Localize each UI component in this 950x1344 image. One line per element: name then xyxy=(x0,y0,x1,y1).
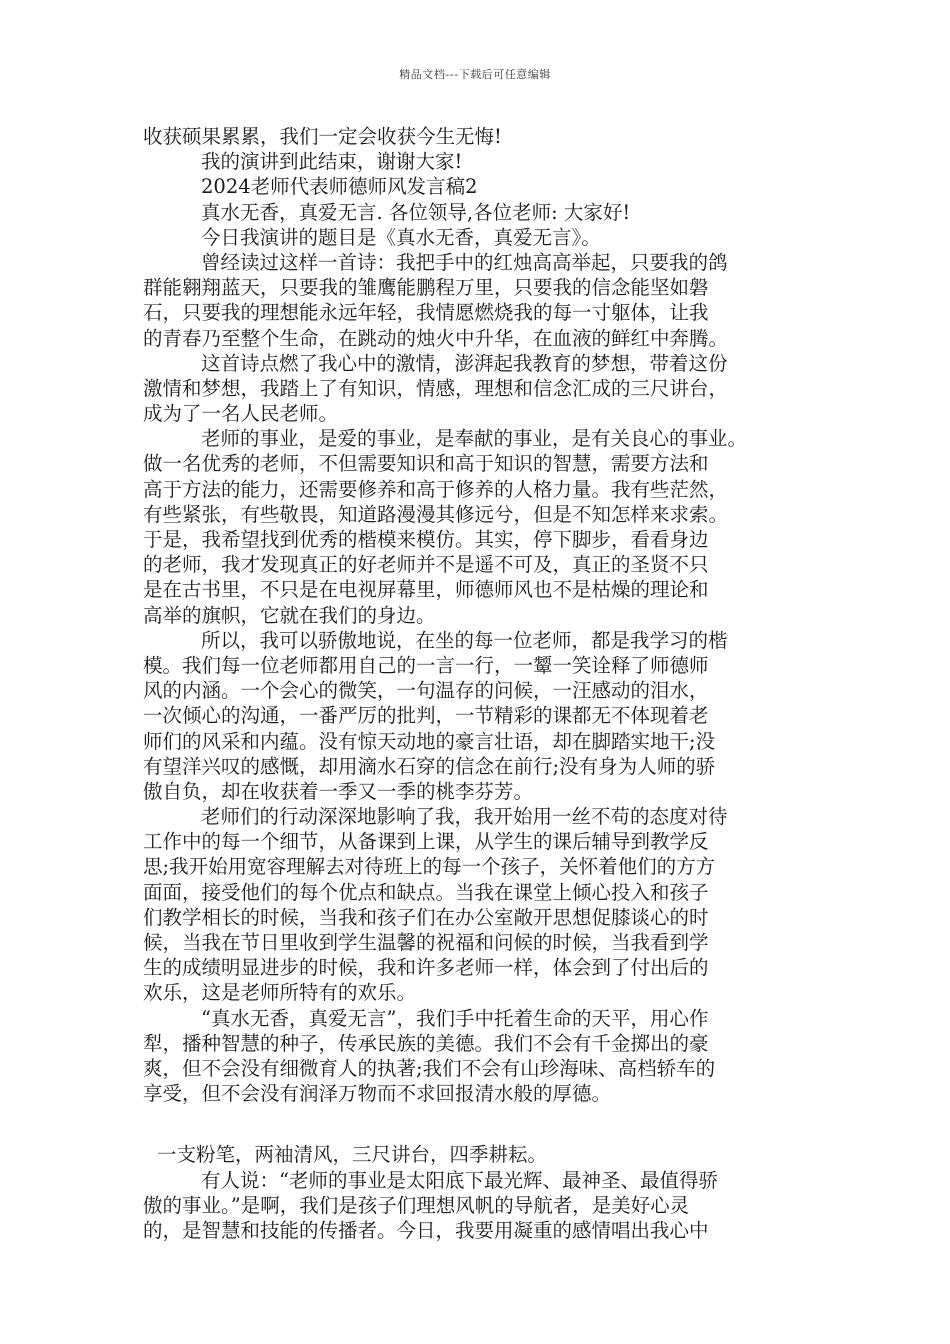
text-line: 真水无香，真爱无言. 各位领导,各位老师: 大家好! xyxy=(201,200,631,224)
text-line: 师们的风采和内蕴。没有惊天动地的豪言壮语，却在脚踏实地干;没 xyxy=(143,729,716,753)
text-line: 犁，播种智慧的种子，传承民族的美德。我们不会有千金掷出的豪 xyxy=(143,1031,709,1055)
text-line: 高举的旗帜，它就在我们的身边。 xyxy=(143,603,436,627)
text-line: 工作中的每一个细节，从备课到上课，从学生的课后辅导到教学反 xyxy=(143,830,709,854)
text-line: 有望洋兴叹的感慨，却用滴水石穿的信念在前行;没有身为人师的骄 xyxy=(143,754,716,778)
text-line: 欢乐，这是老师所特有的欢乐。 xyxy=(143,981,417,1005)
text-line: 傲的事业。”是啊，我们是孩子们理想风帆的导航者，是美好心灵 xyxy=(143,1193,690,1217)
text-line: 的，是智慧和技能的传播者。今日，我要用凝重的感情唱出我心中 xyxy=(143,1218,709,1242)
text-line: “真水无香，真爱无言”，我们手中托着生命的天平，用心作 xyxy=(201,1006,709,1030)
text-line: 风的内涵。一个会心的微笑，一句温存的问候，一汪感动的泪水， xyxy=(143,679,709,703)
text-line: 做一名优秀的老师，不但需要知识和高于知识的智慧，需要方法和 xyxy=(143,452,709,476)
text-line: 老师们的行动深深地影响了我，我开始用一丝不苟的态度对待 xyxy=(201,805,728,829)
text-line: 傲自负，却在收获着一季又一季的桃李芬芳。 xyxy=(143,779,534,803)
text-line: 曾经读过这样一首诗：我把手中的红烛高高举起，只要我的鸽 xyxy=(201,250,728,274)
text-line: 享受，但不会没有润泽万物而不求回报清水般的厚德。 xyxy=(143,1082,612,1106)
text-line: 群能翱翔蓝天，只要我的雏鹰能鹏程万里，只要我的信念能坚如磐 xyxy=(143,276,709,300)
text-line: 思;我开始用宽容理解去对待班上的每一个孩子，关怀着他们的方方 xyxy=(143,855,716,879)
text-line: 有人说：“老师的事业是太阳底下最光辉、最神圣、最值得骄 xyxy=(201,1168,718,1192)
text-line: 面面，接受他们的每个优点和缺点。当我在课堂上倾心投入和孩子 xyxy=(143,880,709,904)
text-line: 的老师，我才发现真正的好老师并不是遥不可及，真正的圣贤不只 xyxy=(143,553,709,577)
text-line: 模。我们每一位老师都用自己的一言一行，一颦一笑诠释了师德师 xyxy=(143,653,709,677)
text-line: 的青春乃至整个生命，在跳动的烛火中升华，在血液的鲜红中奔腾。 xyxy=(143,326,729,350)
document-body xyxy=(143,124,823,1243)
text-line: 2024老师代表师德师风发言稿2 xyxy=(201,175,478,199)
paragraph-gap xyxy=(143,1106,823,1142)
text-line: 们教学相长的时候，当我和孩子们在办公室敞开思想促膝谈心的时 xyxy=(143,905,709,929)
text-line: 有些紧张，有些敬畏，知道路漫漫其修远兮，但是不知怎样来求索。 xyxy=(143,502,729,526)
text-line: 这首诗点燃了我心中的激情，澎湃起我教育的梦想，带着这份 xyxy=(201,351,728,375)
text-line: 候，当我在节日里收到学生温馨的祝福和问候的时候，当我看到学 xyxy=(143,931,709,954)
text-line: 生的成绩明显进步的时候，我和许多老师一样，体会到了付出后的 xyxy=(143,956,709,980)
text-line: 一支粉笔，两袖清风，三尺讲台，四季耕耘。 xyxy=(157,1143,548,1167)
text-line: 一次倾心的沟通，一番严厉的批判，一节精彩的课都无不体现着老 xyxy=(143,704,709,728)
text-line: 激情和梦想，我踏上了有知识，情感，理想和信念汇成的三尺讲台， xyxy=(143,376,729,400)
text-line: 是在古书里，不只是在电视屏幕里，师德师风也不是枯燥的理论和 xyxy=(143,578,709,602)
text-line: 我的演讲到此结束，谢谢大家! xyxy=(201,150,463,174)
text-line: 高于方法的能力，还需要修养和高于修养的人格力量。我有些茫然， xyxy=(143,477,729,501)
text-line: 爽，但不会没有细微育人的执著;我们不会有山珍海味、高档轿车的 xyxy=(143,1056,716,1080)
page-header: 精品文档---下载后可任意编辑 xyxy=(399,68,551,81)
text-line: 所以，我可以骄傲地说，在坐的每一位老师，都是我学习的楷 xyxy=(201,628,728,652)
text-line: 收获硕果累累，我们一定会收获今生无悔! xyxy=(143,125,502,148)
text-line: 老师的事业，是爱的事业，是奉献的事业，是有关良心的事业。 xyxy=(201,427,748,451)
text-line: 今日我演讲的题目是《真水无香，真爱无言》。 xyxy=(201,225,601,249)
text-line: 成为了一名人民老师。 xyxy=(143,402,339,426)
text-line: 石，只要我的理想能永远年轻，我情愿燃烧我的每一寸躯体，让我 xyxy=(143,301,709,325)
text-line: 于是，我希望找到优秀的楷模来模仿。其实，停下脚步，看看身边 xyxy=(143,528,709,551)
